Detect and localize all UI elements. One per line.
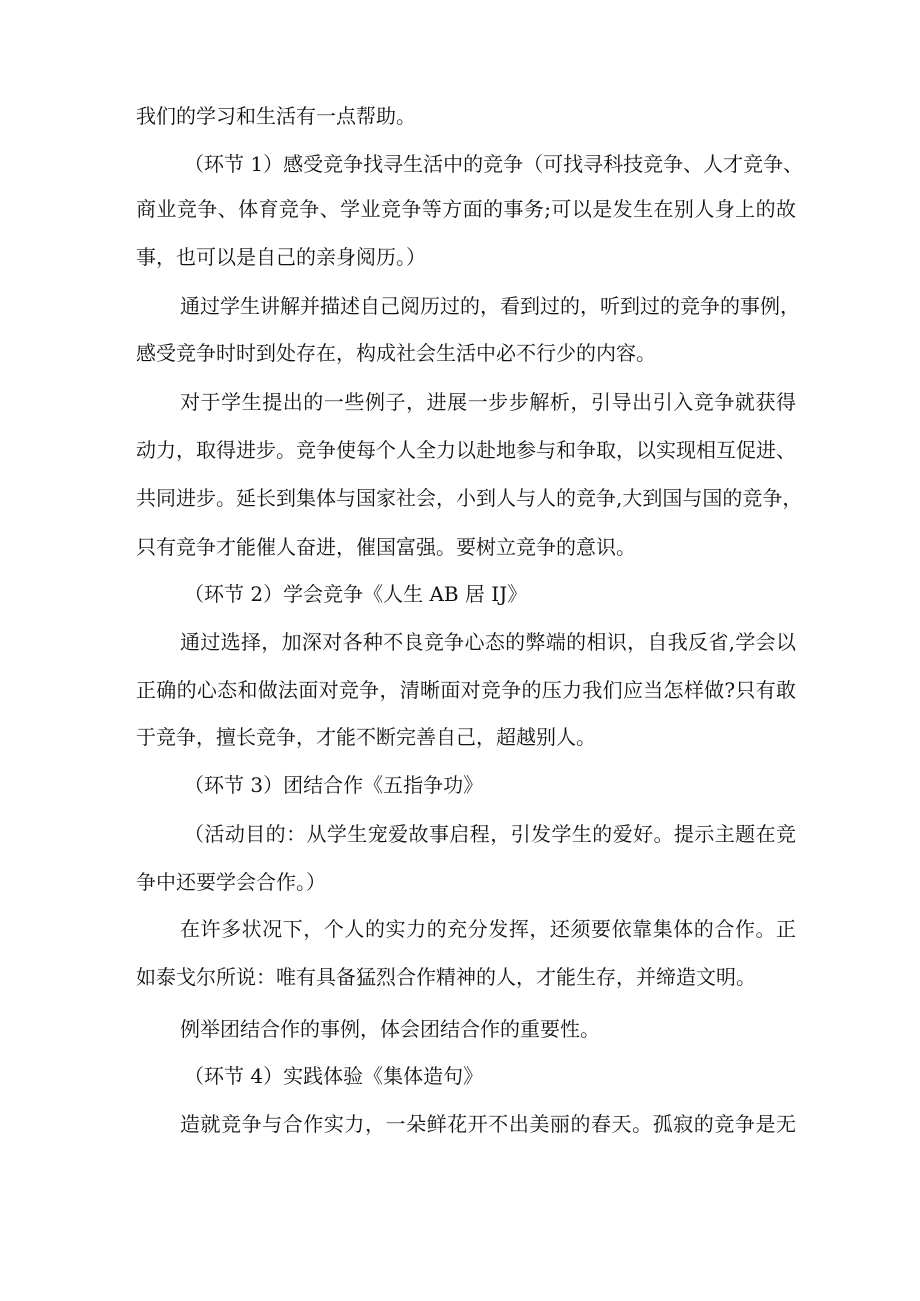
text-line: 对于学生提出的一些例子，进展一步步解析，引导出引入竞争就获得 — [180, 390, 796, 414]
text-line: （活动目的：从学生宠爱故事启程，引发学生的爱好。提示主题在竞 — [184, 822, 796, 846]
text-line: 通过学生讲解并描述自己阅历过的，看到过的，听到过的竞争的事例， — [180, 294, 800, 318]
section-heading: （环节 2）学会竞争《人生 AB 居 IJ》 — [184, 582, 528, 606]
section-heading: （环节 4）实践体验《集体造句》 — [184, 1064, 484, 1088]
text-line: （环节 1）感受竞争找寻生活中的竞争（可找寻科技竞争、人才竞争、 — [184, 152, 804, 176]
text-line: 通过选择，加深对各种不良竞争心态的弊端的相识，自我反省,学会以 — [180, 630, 796, 654]
text-line: 在许多状况下，个人的实力的充分发挥，还须要依靠集体的合作。正 — [180, 917, 796, 941]
text-line: 只有竞争才能催人奋进，催国富强。要树立竞争的意识。 — [136, 535, 636, 559]
text-line: 于竞争，擅长竞争，才能不断完善自己，超越别人。 — [136, 725, 596, 749]
text-line: 感受竞争时时到处存在，构成社会生活中必不行少的内容。 — [136, 341, 656, 365]
text-line: 事，也可以是自己的亲身阅历。） — [136, 245, 426, 269]
text-line: 例举团结合作的事例，体会团结合作的重要性。 — [180, 1017, 600, 1041]
text-line: 商业竞争、体育竞争、学业竞争等方面的事务;可以是发生在别人身上的故 — [136, 197, 796, 221]
text-line: 造就竞争与合作实力，一朵鲜花开不出美丽的春天。孤寂的竞争是无 — [180, 1112, 796, 1136]
text-line: 如泰戈尔所说：唯有具备猛烈合作精神的人，才能生存，并缔造文明。 — [136, 965, 756, 989]
text-line: 我们的学习和生活有一点帮助。 — [136, 104, 416, 128]
text-line: 争中还要学会合作。） — [136, 870, 326, 894]
text-line: 动力，取得进步。竞争使每个人全力以赴地参与和争取，以实现相互促进、 — [136, 438, 796, 462]
text-line: 共同进步。延长到集体与国家社会，小到人与人的竞争,大到国与国的竞争， — [136, 486, 803, 510]
text-line: 正确的心态和做法面对竞争，清晰面对竞争的压力我们应当怎样做?只有敢 — [136, 678, 796, 702]
section-heading: （环节 3）团结合作《五指争功》 — [184, 773, 484, 797]
